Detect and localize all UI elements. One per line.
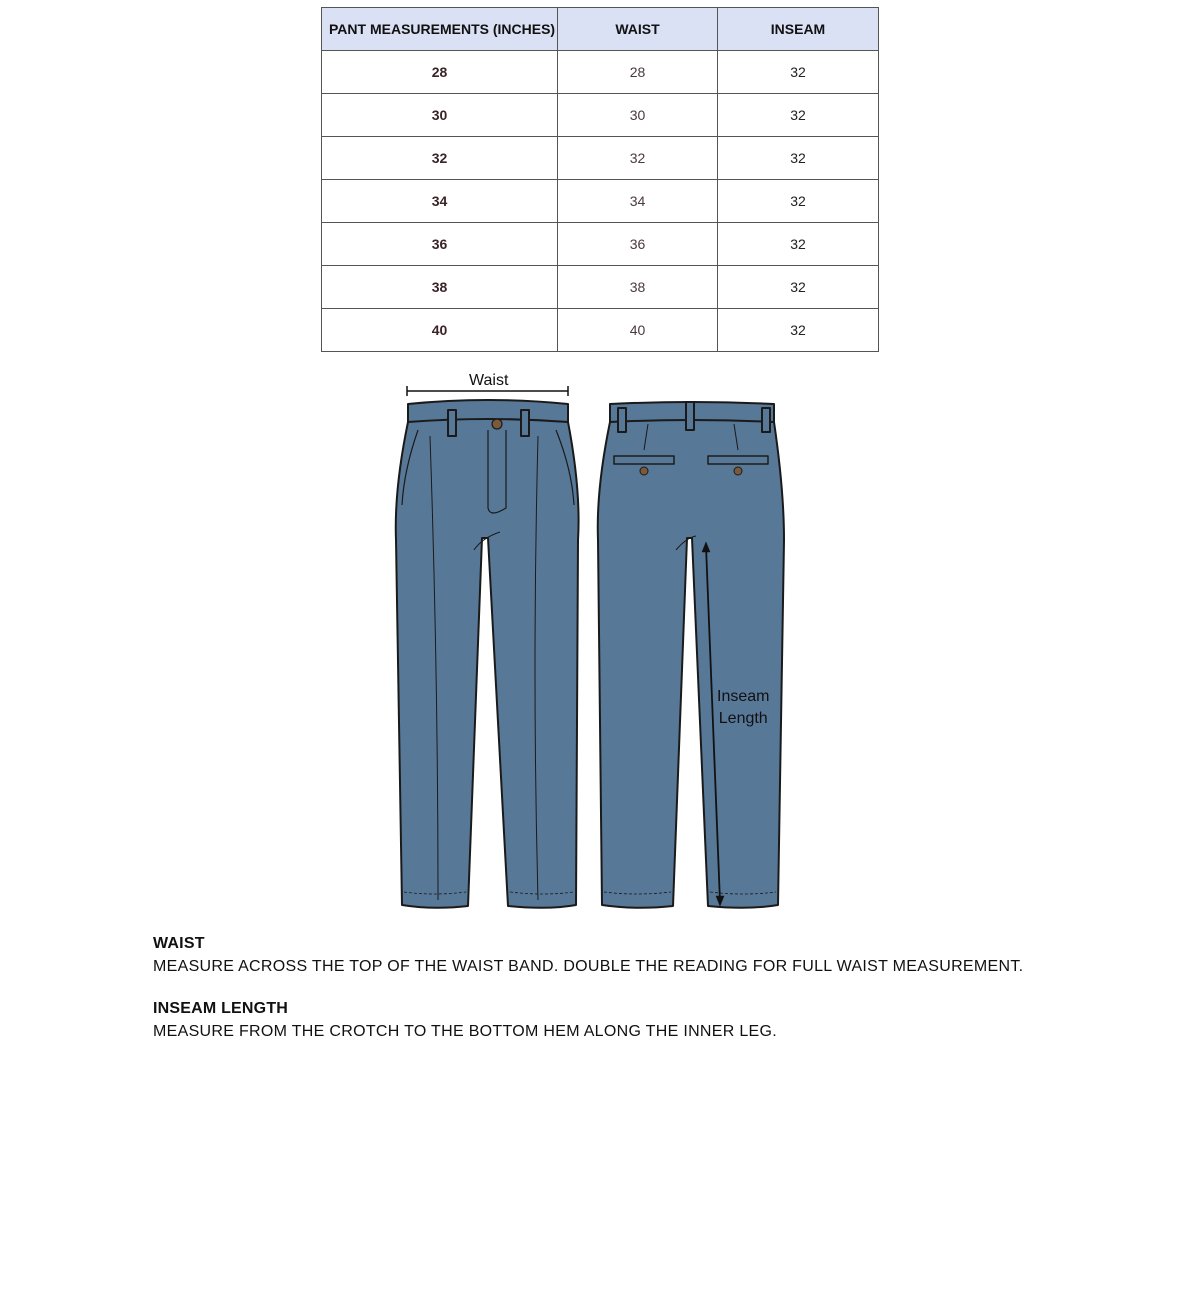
size-cell: 36 (322, 223, 558, 266)
pants-front-view (396, 400, 579, 908)
table-header-row (322, 8, 879, 51)
pants-drawing (378, 370, 798, 950)
inseam-cell: 32 (718, 51, 879, 94)
size-cell: 28 (322, 51, 558, 94)
table-row (322, 94, 879, 137)
table-row (322, 51, 879, 94)
size-cell: 34 (322, 180, 558, 223)
size-chart-table (321, 7, 879, 352)
waist-text: MEASURE ACROSS THE TOP OF THE WAIST BAND. DOUBLE THE READING FOR FULL WAIST MEASUREMENT. (153, 958, 1024, 975)
waist-cell: 32 (558, 137, 718, 180)
size-cell: 40 (322, 309, 558, 352)
header-size: PANT MEASUREMENTS (INCHES) (322, 8, 558, 51)
size-cell: 30 (322, 94, 558, 137)
header-inseam: INSEAM (718, 8, 879, 51)
inseam-instruction (153, 999, 1153, 1042)
inseam-length-label (717, 686, 769, 730)
table-row (322, 180, 879, 223)
table-row (322, 223, 879, 266)
size-cell: 38 (322, 266, 558, 309)
inseam-cell: 32 (718, 94, 879, 137)
inseam-cell: 32 (718, 266, 879, 309)
table-row (322, 266, 879, 309)
table-row (322, 309, 879, 352)
waist-cell: 40 (558, 309, 718, 352)
waist-cell: 38 (558, 266, 718, 309)
pants-back-view (598, 402, 784, 908)
inseam-text: MEASURE FROM THE CROTCH TO THE BOTTOM HEM ALONG THE INNER LEG. (153, 1023, 778, 1040)
waist-cell: 30 (558, 94, 718, 137)
inseam-heading: INSEAM LENGTH (153, 1000, 289, 1017)
waist-cell: 34 (558, 180, 718, 223)
size-cell: 32 (322, 137, 558, 180)
inseam-label-line1: Inseam (717, 688, 770, 705)
waist-instruction (153, 934, 1153, 977)
header-waist: WAIST (558, 8, 718, 51)
waist-cell: 28 (558, 51, 718, 94)
measurement-instructions (153, 934, 1153, 1064)
inseam-cell: 32 (718, 137, 879, 180)
table-row (322, 137, 879, 180)
waist-cell: 36 (558, 223, 718, 266)
inseam-cell: 32 (718, 309, 879, 352)
inseam-cell: 32 (718, 180, 879, 223)
inseam-cell: 32 (718, 223, 879, 266)
waist-heading: WAIST (153, 935, 205, 952)
pant-measurement-illustration (378, 370, 798, 950)
waist-label: Waist (469, 372, 509, 389)
inseam-label-line2: Length (718, 710, 768, 727)
